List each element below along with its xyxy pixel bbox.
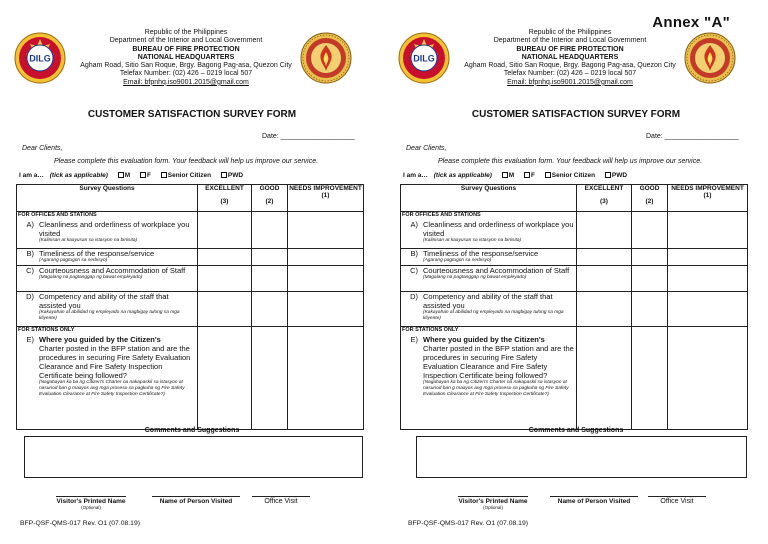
header-line-department: Department of the Interior and Local Government (109, 37, 263, 45)
salutation: Dear Clients, (406, 145, 447, 152)
comments-textbox[interactable] (416, 436, 747, 478)
option-senior: Senior Citizen (167, 172, 212, 179)
instructions: Please complete this evaluation form. Your feedback will help us improve our service. (54, 158, 319, 165)
q-d-excellent[interactable] (577, 292, 632, 327)
survey-form-right (384, 0, 768, 544)
q-a-excellent[interactable] (577, 212, 632, 249)
dilg-logo-text: DILG (29, 53, 51, 64)
col-good: GOOD (2) (252, 185, 288, 212)
option-senior: Senior Citizen (551, 172, 596, 179)
q-c-needs[interactable] (288, 266, 364, 292)
header-line-email: Email: bfpnhq.iso9001.2015@gmail.com (507, 78, 633, 86)
section-offices-stations: FOR OFFICES AND STATIONS (18, 212, 97, 218)
q-e-excellent[interactable] (198, 327, 252, 430)
header-line-bureau: BUREAU OF FIRE PROTECTION (516, 45, 624, 53)
iam-label: I am a… (403, 172, 428, 179)
q-c-excellent[interactable] (577, 266, 632, 292)
question-e: E) Where you guided by the Citizen's Charter posted in the BFP station and are the procedures in securing Fire Safety Evaluation Clearance and Fire Safety Inspection Certificate being followed? (Nagabayan ka ba ng Citizen's Charter na nakapaskil sa istasyon at nasunod ban g maayos ang mga proseso sa pagkuha ng Fire Safety Evaluation Clearance at Fire Safety Inspection Certificate?) (26, 335, 191, 397)
col-excellent: EXCELLENT (3) (577, 185, 632, 212)
form-title: CUSTOMER SATISFACTION SURVEY FORM (87, 109, 297, 120)
q-b-good[interactable] (252, 249, 288, 266)
header-line-republic: Republic of the Philippines (528, 29, 612, 36)
annex-label: Annex "A" (652, 14, 730, 31)
checkbox-pwd[interactable] (605, 172, 611, 178)
survey-table (400, 184, 748, 430)
q-e-good[interactable] (252, 327, 288, 430)
col-survey-questions: Survey Questions (17, 185, 198, 212)
question-b: B) Timeliness of the response/service (Agarang pagtugon sa serbisyo) (17, 249, 198, 266)
form-code: BFP-QSF-QMS-017 Rev. O1 (07.08.19) (20, 520, 140, 527)
q-c-excellent[interactable] (198, 266, 252, 292)
option-m: M (124, 172, 131, 179)
dilg-logo-icon (14, 32, 66, 84)
agency-header (454, 29, 686, 87)
option-f: F (146, 172, 151, 179)
bfp-seal-icon (300, 32, 352, 84)
q-b-excellent[interactable] (577, 249, 632, 266)
q-a-needs[interactable] (288, 212, 364, 249)
col-good: GOOD (2) (632, 185, 668, 212)
q-d-excellent[interactable] (198, 292, 252, 327)
checkbox-senior[interactable] (161, 172, 167, 178)
question-a: A) Cleanliness and orderliness of workplace you visited (Kalinisan at kaayusan sa istasyon na binisita) (26, 220, 190, 243)
q-b-needs[interactable] (668, 249, 748, 266)
q-a-good[interactable] (252, 212, 288, 249)
question-c: C) Courteousness and Accommodation of Staff (Magalang na pagtanggap ng bawat empleyado) (17, 266, 198, 292)
respondent-type (19, 172, 243, 179)
section-offices-stations: FOR OFFICES AND STATIONS (402, 212, 481, 218)
q-c-needs[interactable] (668, 266, 748, 292)
q-a-good[interactable] (632, 212, 668, 249)
iam-hint: (tick as applicable) (433, 172, 492, 179)
q-e-excellent[interactable] (577, 327, 632, 430)
instructions: Please complete this evaluation form. Your feedback will help us improve our service. (438, 158, 703, 165)
respondent-type (403, 172, 627, 179)
q-e-good[interactable] (632, 327, 668, 430)
header-line-hq: NATIONAL HEADQUARTERS (137, 53, 235, 61)
office-visit-line[interactable]: Office Visit (648, 496, 706, 505)
form-title: CUSTOMER SATISFACTION SURVEY FORM (471, 109, 681, 120)
checkbox-m[interactable] (502, 172, 508, 178)
q-d-good[interactable] (252, 292, 288, 327)
iam-hint: (tick as applicable) (49, 172, 108, 179)
dilg-logo-text: DILG (413, 53, 435, 64)
q-c-good[interactable] (252, 266, 288, 292)
comments-textbox[interactable] (24, 436, 363, 478)
option-f: F (530, 172, 535, 179)
header-line-hq: NATIONAL HEADQUARTERS (521, 53, 619, 61)
q-e-needs[interactable] (288, 327, 364, 430)
q-d-needs[interactable] (668, 292, 748, 327)
checkbox-pwd[interactable] (221, 172, 227, 178)
salutation: Dear Clients, (22, 145, 63, 152)
person-visited-line[interactable]: Name of Person Visited (152, 496, 240, 505)
question-d: D) Competency and ability of the staff that assisted you (Kakayahan at abilidad ng empleyado na magbigay tulong sa mga kliyente) (17, 292, 198, 327)
question-d: D) Competency and ability of the staff that assisted you (Kakayahan at abilidad ng empleyado na magbigay tulong sa mga kliyente) (401, 292, 577, 327)
q-a-excellent[interactable] (198, 212, 252, 249)
question-e: E) Where you guided by the Citizen's Charter posted in the BFP station and are the procedures in securing Fire Safety Evaluation Clearance and Fire Safety Inspection Certificate being followed? (Nagabayan ka ba ng Citizen's Charter na nakapaskil sa istasyon at nasunod ban g maayos ang mga proseso sa pagkuha ng Fire Safety Evaluation Clearance at Fire Safety Inspection Certificate?) (410, 335, 574, 397)
comments-label: Comments and Suggestions (144, 427, 240, 434)
dilg-logo-icon (398, 32, 450, 84)
q-e-needs[interactable] (668, 327, 748, 430)
bfp-seal-icon (684, 32, 736, 84)
visitor-name-line[interactable]: Visitor's Printed Name (Optional) (56, 498, 126, 510)
q-d-good[interactable] (632, 292, 668, 327)
form-code: BFP-QSF-QMS-017 Rev. O1 (07.08.19) (408, 520, 528, 527)
checkbox-f[interactable] (524, 172, 530, 178)
col-survey-questions: Survey Questions (401, 185, 577, 212)
question-a: A) Cleanliness and orderliness of workplace you visited (Kalinisan at kaayusan sa istasyon na binisita) (410, 220, 574, 243)
date-field[interactable]: Date: ___________________ (646, 133, 739, 140)
survey-table (16, 184, 364, 430)
q-d-needs[interactable] (288, 292, 364, 327)
option-pwd: PWD (227, 172, 244, 179)
checkbox-m[interactable] (118, 172, 124, 178)
header-line-address: Agham Road, Sitio San Roque, Brgy. Bagong Pag-asa, Quezon City (464, 62, 676, 70)
question-b: B) Timeliness of the response/service (Agarang pagtugon sa serbisyo) (401, 249, 577, 266)
header-line-email: Email: bfpnhq.iso9001.2015@gmail.com (123, 78, 249, 86)
option-pwd: PWD (611, 172, 628, 179)
col-needs-improvement: NEEDS IMPROVEMENT (1) (288, 185, 364, 212)
office-visit-line[interactable]: Office Visit (252, 496, 310, 505)
option-m: M (508, 172, 515, 179)
checkbox-senior[interactable] (545, 172, 551, 178)
comments-label: Comments and Suggestions (528, 427, 624, 434)
header-line-department: Department of the Interior and Local Government (493, 37, 647, 45)
iam-label: I am a… (19, 172, 44, 179)
person-visited-line[interactable]: Name of Person Visited (550, 496, 638, 505)
agency-header (70, 29, 302, 87)
q-c-good[interactable] (632, 266, 668, 292)
col-needs-improvement: NEEDS IMPROVEMENT (1) (668, 185, 748, 212)
q-a-needs[interactable] (668, 212, 748, 249)
q-b-excellent[interactable] (198, 249, 252, 266)
date-field[interactable]: Date: ___________________ (262, 133, 355, 140)
header-line-republic: Republic of the Philippines (144, 29, 228, 36)
header-line-telefax: Telefax Number: (02) 426 – 0219 local 507 (503, 70, 637, 78)
section-stations-only: FOR STATIONS ONLY (18, 327, 75, 333)
q-b-good[interactable] (632, 249, 668, 266)
section-stations-only: FOR STATIONS ONLY (402, 327, 459, 333)
header-line-telefax: Telefax Number: (02) 426 – 0219 local 507 (119, 70, 253, 78)
checkbox-f[interactable] (140, 172, 146, 178)
q-b-needs[interactable] (288, 249, 364, 266)
question-c: C) Courteousness and Accommodation of Staff (Magalang na pagtanggap ng bawat empleyado) (401, 266, 577, 292)
header-line-address: Agham Road, Sitio San Roque, Brgy. Bagong Pag-asa, Quezon City (80, 62, 292, 70)
visitor-name-line[interactable]: Visitor's Printed Name (Optional) (458, 498, 528, 510)
col-excellent: EXCELLENT (3) (198, 185, 252, 212)
header-line-bureau: BUREAU OF FIRE PROTECTION (132, 45, 240, 53)
